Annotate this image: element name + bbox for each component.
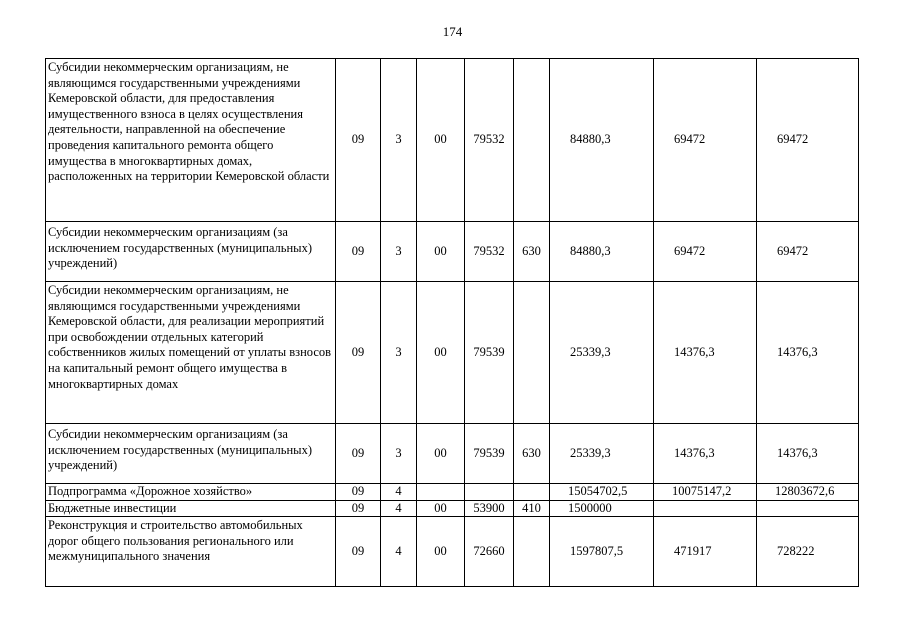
target-code-part2: 79532 [465,59,514,222]
row-name: Субсидии некоммерческим организациям, не являющимся государственными учреждениями Кемеровской области, для предоставления имущественного взноса в целях осуществления деятельности, направленной на обеспечение проведения капитального ремонта общего имущества в многоквартирных домах, расположенных на территории Кемеровской области [46,59,336,222]
amount-year-1: 25339,3 [550,282,654,424]
table-row [46,424,859,484]
target-code-part2: 79539 [465,282,514,424]
table-row [46,500,859,517]
page-number: 174 [442,24,463,39]
amount-year-3: 14376,3 [757,424,859,484]
table-row [46,282,859,424]
section-code: 09 [336,59,381,222]
amount-year-1: 15054702,5 [550,484,654,501]
subsection-code: 3 [381,59,417,222]
amount-year-2: 471917 [654,517,757,587]
target-code-part2 [465,484,514,501]
amount-year-3: 69472 [757,222,859,282]
amount-year-1: 1597807,5 [550,517,654,587]
section-code: 09 [336,517,381,587]
target-code-part1: 00 [417,517,465,587]
section-code: 09 [336,222,381,282]
amount-year-1: 84880,3 [550,59,654,222]
expense-type-code [514,282,550,424]
subsection-code: 3 [381,282,417,424]
expense-type-code: 630 [514,424,550,484]
subsection-code: 3 [381,222,417,282]
amount-year-1: 25339,3 [550,424,654,484]
amount-year-3: 69472 [757,59,859,222]
target-code-part1: 00 [417,424,465,484]
subsection-code: 4 [381,517,417,587]
target-code-part1 [417,484,465,501]
amount-year-3: 12803672,6 [757,484,859,501]
table-row [46,517,859,587]
section-code: 09 [336,484,381,501]
section-code: 09 [336,500,381,517]
amount-year-2: 14376,3 [654,424,757,484]
row-name: Субсидии некоммерческим организациям (за исключением государственных (муниципальных) учреждений) [46,424,336,484]
subsection-code: 4 [381,500,417,517]
table-row [46,484,859,501]
amount-year-3: 14376,3 [757,282,859,424]
amount-year-3 [757,500,859,517]
row-name: Реконструкция и строительство автомобильных дорог общего пользования регионального или межмуниципального значения [46,517,336,587]
target-code-part2: 72660 [465,517,514,587]
amount-year-2: 69472 [654,59,757,222]
expense-type-code [514,484,550,501]
budget-table [45,58,859,587]
table-row [46,222,859,282]
target-code-part1: 00 [417,222,465,282]
amount-year-2: 69472 [654,222,757,282]
amount-year-2: 10075147,2 [654,484,757,501]
expense-type-code [514,59,550,222]
row-name: Субсидии некоммерческим организациям, не являющимся государственными учреждениями Кемеровской области, для реализации мероприятий при освобождении отдельных категорий собственников жилых помещений от уплаты взносов на капитальный ремонт общего имущества в многоквартирных домах [46,282,336,424]
table-row [46,59,859,222]
expense-type-code: 410 [514,500,550,517]
amount-year-1: 1500000 [550,500,654,517]
row-name: Субсидии некоммерческим организациям (за исключением государственных (муниципальных) учреждений) [46,222,336,282]
target-code-part2: 79532 [465,222,514,282]
section-code: 09 [336,424,381,484]
amount-year-1: 84880,3 [550,222,654,282]
amount-year-3: 728222 [757,517,859,587]
target-code-part2: 79539 [465,424,514,484]
row-name: Бюджетные инвестиции [46,500,336,517]
target-code-part1: 00 [417,282,465,424]
amount-year-2 [654,500,757,517]
target-code-part2: 53900 [465,500,514,517]
row-name: Подпрограмма «Дорожное хозяйство» [46,484,336,501]
subsection-code: 4 [381,484,417,501]
subsection-code: 3 [381,424,417,484]
section-code: 09 [336,282,381,424]
target-code-part1: 00 [417,500,465,517]
expense-type-code [514,517,550,587]
amount-year-2: 14376,3 [654,282,757,424]
target-code-part1: 00 [417,59,465,222]
expense-type-code: 630 [514,222,550,282]
